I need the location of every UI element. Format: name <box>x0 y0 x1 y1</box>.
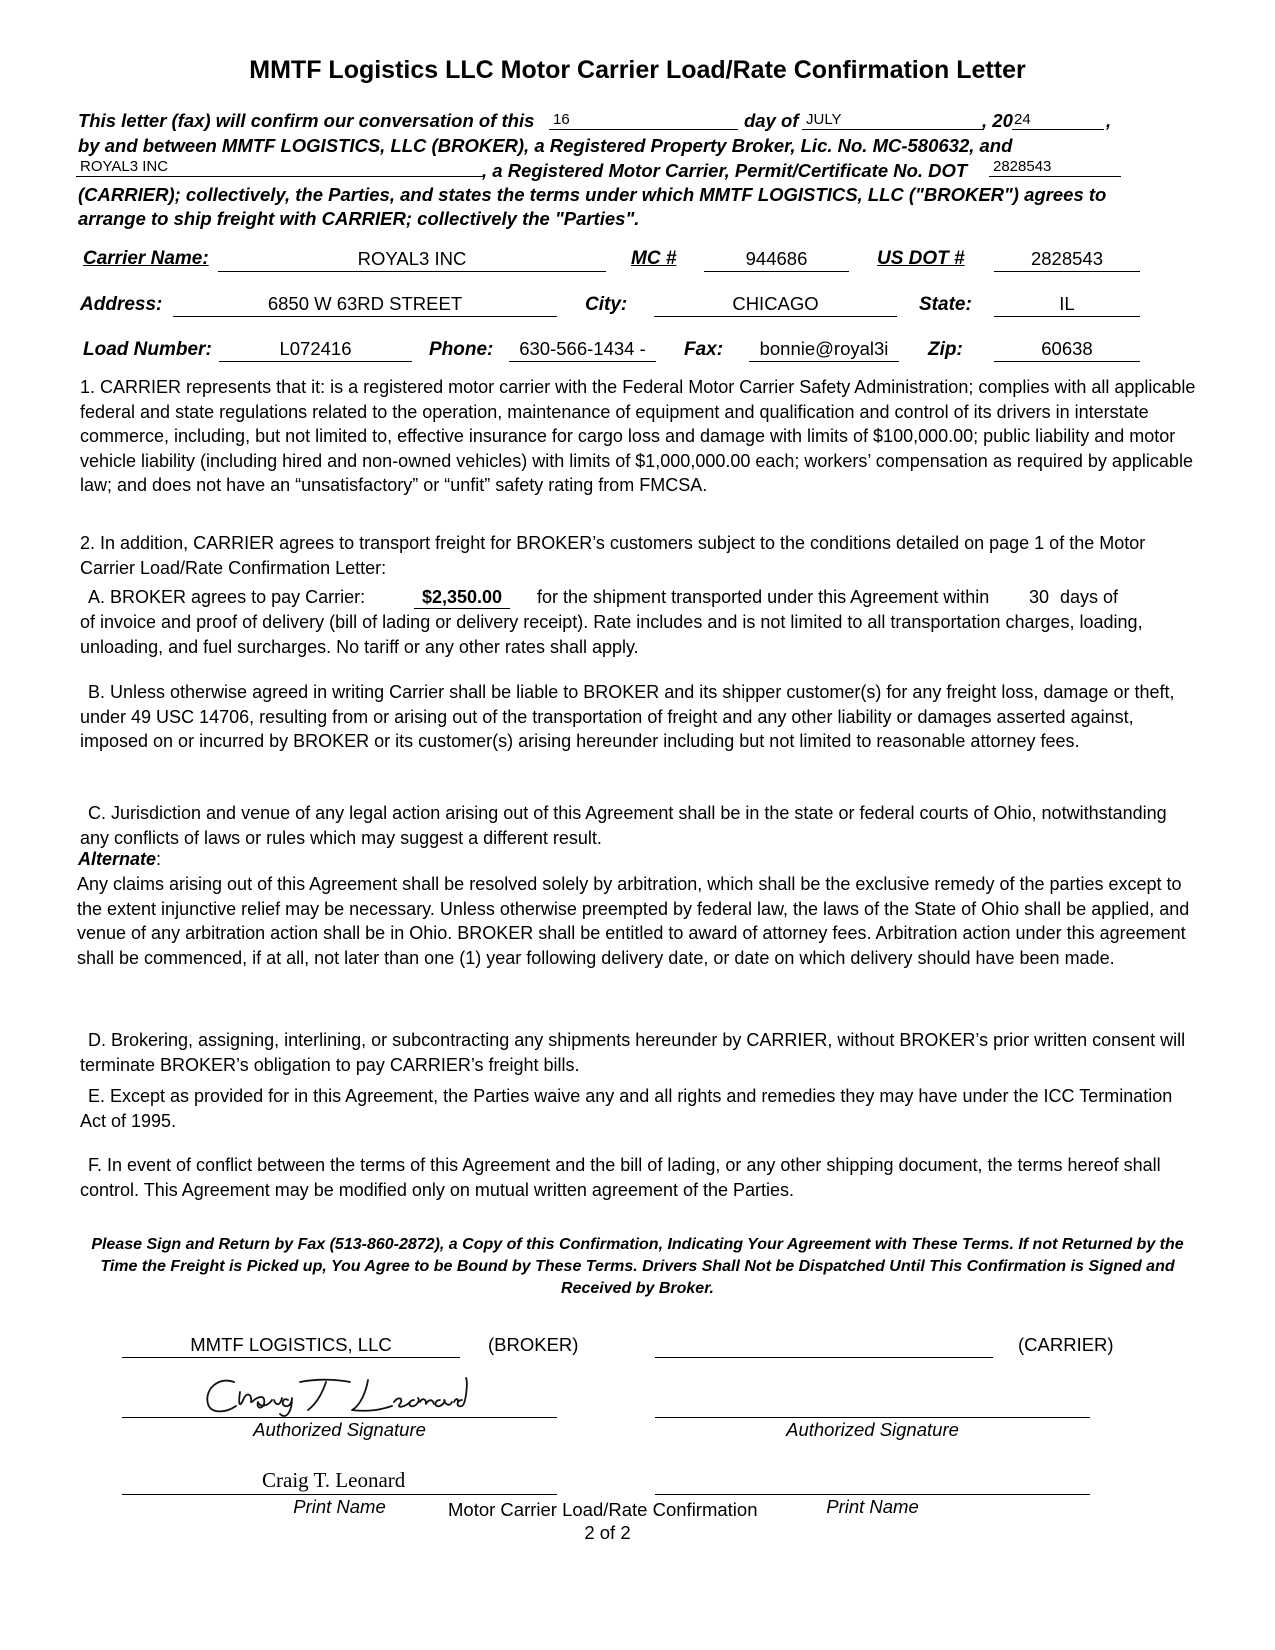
zip-field[interactable]: 60638 <box>994 337 1140 362</box>
broker-signature-line <box>122 1417 557 1418</box>
mc-field[interactable]: 944686 <box>704 247 849 272</box>
intro-line-1c: , 20 <box>982 110 1013 131</box>
city-field[interactable]: CHICAGO <box>654 292 897 317</box>
fax-label: Fax: <box>684 339 724 360</box>
term-e: E. Except as provided for in this Agreement, the Parties waive any and all rights and remedies they may have under the ICC Termination Act of 1995. <box>80 1086 1173 1131</box>
load-number-label: Load Number: <box>83 339 212 360</box>
carrier-auth-signature-label: Authorized Signature <box>786 1419 959 1440</box>
state-field[interactable]: IL <box>994 292 1140 317</box>
alternate-label: Alternate <box>78 849 157 869</box>
mc-label: MC # <box>631 248 677 269</box>
phone-field[interactable]: 630-566-1434 - <box>509 337 656 362</box>
intro-carrier-field[interactable]: ROYAL3 INC <box>76 158 484 177</box>
intro-month-field[interactable]: JULY <box>802 111 984 130</box>
term-b: B. Unless otherwise agreed in writing Carrier shall be liable to BROKER and its shipper customer(s) for any freight loss, damage or theft, under 49 USC 14706, resulting from or arising out of the transportation of freight and any other liability or damages asserted against, imposed on or incurred by BROKER or its customer(s) arising hereunder including but not limited to reasonable attorney fees. <box>80 682 1175 751</box>
phone-label: Phone: <box>429 339 494 360</box>
footer-document-name: Motor Carrier Load/Rate Confirmation <box>448 1499 758 1520</box>
carrier-name-field[interactable]: ROYAL3 INC <box>218 247 606 272</box>
carrier-signature-line[interactable] <box>655 1417 1090 1418</box>
carrier-name-label: Carrier Name: <box>83 248 209 269</box>
carrier-print-name-label: Print Name <box>826 1496 919 1517</box>
sign-return-notice: Please Sign and Return by Fax (513-860-2872), a Copy of this Confirmation, Indicating Your Agreement with These Terms. If not Returned by the Time the Freight is Picked up, You Agree to be Bound by These Terms. Drivers Shall Not be Dispatched Until This Confirmation is Signed and Received by Broker. <box>91 1236 1184 1297</box>
term-1: 1. CARRIER represents that it: is a registered motor carrier with the Federal Motor Carrier Safety Administration; complies with all applicable federal and state regulations related to the operation, maintenance of equipment and qualification and control of its drivers in interstate commerce, including, but not limited to, effective insurance for cargo loss and damage with limits of $100,000.00; public liability and motor vehicle liability (including hired and non-owned vehicles) with limits of $1,000,000.00 each; workers’ compensation as required by applicable law; and does not have an “unsatisfactory” or “unfit” safety rating from FMCSA. <box>80 377 1196 495</box>
intro-line-3: , a Registered Motor Carrier, Permit/Certificate No. DOT <box>482 160 968 181</box>
intro-dot-field[interactable]: 2828543 <box>989 158 1121 177</box>
broker-print-name-value: Craig T. Leonard <box>262 1468 406 1492</box>
address-label: Address: <box>80 294 163 315</box>
alternate-heading <box>78 849 161 870</box>
fax-field[interactable]: bonnie@royal3i <box>749 337 899 362</box>
usdot-field[interactable]: 2828543 <box>994 247 1140 272</box>
state-label: State: <box>919 294 972 315</box>
term-a-suffix: days of <box>1060 587 1119 607</box>
document-title: MMTF Logistics LLC Motor Carrier Load/Rate Confirmation Letter <box>249 56 1026 84</box>
broker-name: MMTF LOGISTICS, LLC <box>190 1334 392 1355</box>
carrier-name-line[interactable] <box>655 1357 993 1358</box>
rate-amount: $2,350.00 <box>414 587 510 609</box>
broker-print-name-label: Print Name <box>293 1496 386 1517</box>
footer-page-number: 2 of 2 <box>584 1522 631 1543</box>
term-a-rest: of invoice and proof of delivery (bill of lading or delivery receipt). Rate includes and is not limited to all transportation charges, loading, unloading, and fuel surcharges. No tariff or any other rates shall apply. <box>80 612 1143 657</box>
intro-day-field[interactable]: 16 <box>549 111 738 130</box>
broker-name-line <box>122 1357 460 1358</box>
broker-signature-image <box>200 1372 470 1420</box>
carrier-print-name-line[interactable] <box>655 1494 1090 1495</box>
intro-line-1b: day of <box>744 110 799 131</box>
payment-days: 30 <box>1029 587 1050 607</box>
usdot-label: US DOT # <box>877 248 965 269</box>
intro-line-4: (CARRIER); collectively, the Parties, and states the terms under which MMTF LOGISTICS, LLC ("BROKER") agrees to <box>78 184 1107 205</box>
zip-label: Zip: <box>928 339 963 360</box>
intro-line-1d: , <box>1106 110 1112 131</box>
term-a-prefix: A. BROKER agrees to pay Carrier: <box>88 587 366 607</box>
term-c: C. Jurisdiction and venue of any legal action arising out of this Agreement shall be in the state or federal courts of Ohio, notwithstanding any conflicts of laws or rules which may suggest a different result. <box>80 803 1167 848</box>
term-d: D. Brokering, assigning, interlining, or subcontracting any shipments hereunder by CARRIER, without BROKER’s prior written consent will terminate BROKER’s obligation to pay CARRIER’s freight bills. <box>80 1030 1186 1075</box>
alternate-clause: Any claims arising out of this Agreement shall be resolved solely by arbitration, which shall be the exclusive remedy of the parties except to the extent injunctive relief may be necessary. Unless otherwise preempted by federal law, the laws of the State of Ohio shall be applied, and venue of any arbitration action shall be in Ohio. BROKER shall be entitled to award of attorney fees. Arbitration action under this agreement shall be commenced, if at all, not later than one (1) year following delivery date, or date on which delivery should have been made. <box>77 874 1190 968</box>
intro-year-field[interactable]: 24 <box>1012 111 1104 130</box>
address-field[interactable]: 6850 W 63RD STREET <box>173 292 557 317</box>
intro-line-1a: This letter (fax) will confirm our conversation of this <box>78 110 535 131</box>
alternate-colon: : <box>156 849 162 869</box>
load-number-field[interactable]: L072416 <box>219 337 412 362</box>
broker-print-name-line <box>122 1494 557 1495</box>
carrier-role: (CARRIER) <box>1018 1334 1114 1355</box>
city-label: City: <box>585 294 628 315</box>
intro-line-2: by and between MMTF LOGISTICS, LLC (BROKER), a Registered Property Broker, Lic. No. MC-580632, and <box>78 135 1013 156</box>
intro-line-5: arrange to ship freight with CARRIER; collectively the "Parties". <box>78 208 640 229</box>
broker-auth-signature-label: Authorized Signature <box>253 1419 426 1440</box>
term-f: F. In event of conflict between the terms of this Agreement and the bill of lading, or any other shipping document, the terms hereof shall control. This Agreement may be modified only on mutual written agreement of the Parties. <box>80 1155 1161 1200</box>
term-a-middle: for the shipment transported under this Agreement within <box>537 587 990 607</box>
term-2: 2. In addition, CARRIER agrees to transport freight for BROKER’s customers subject to the conditions detailed on page 1 of the Motor Carrier Load/Rate Confirmation Letter: <box>80 533 1146 578</box>
broker-role: (BROKER) <box>488 1334 579 1355</box>
